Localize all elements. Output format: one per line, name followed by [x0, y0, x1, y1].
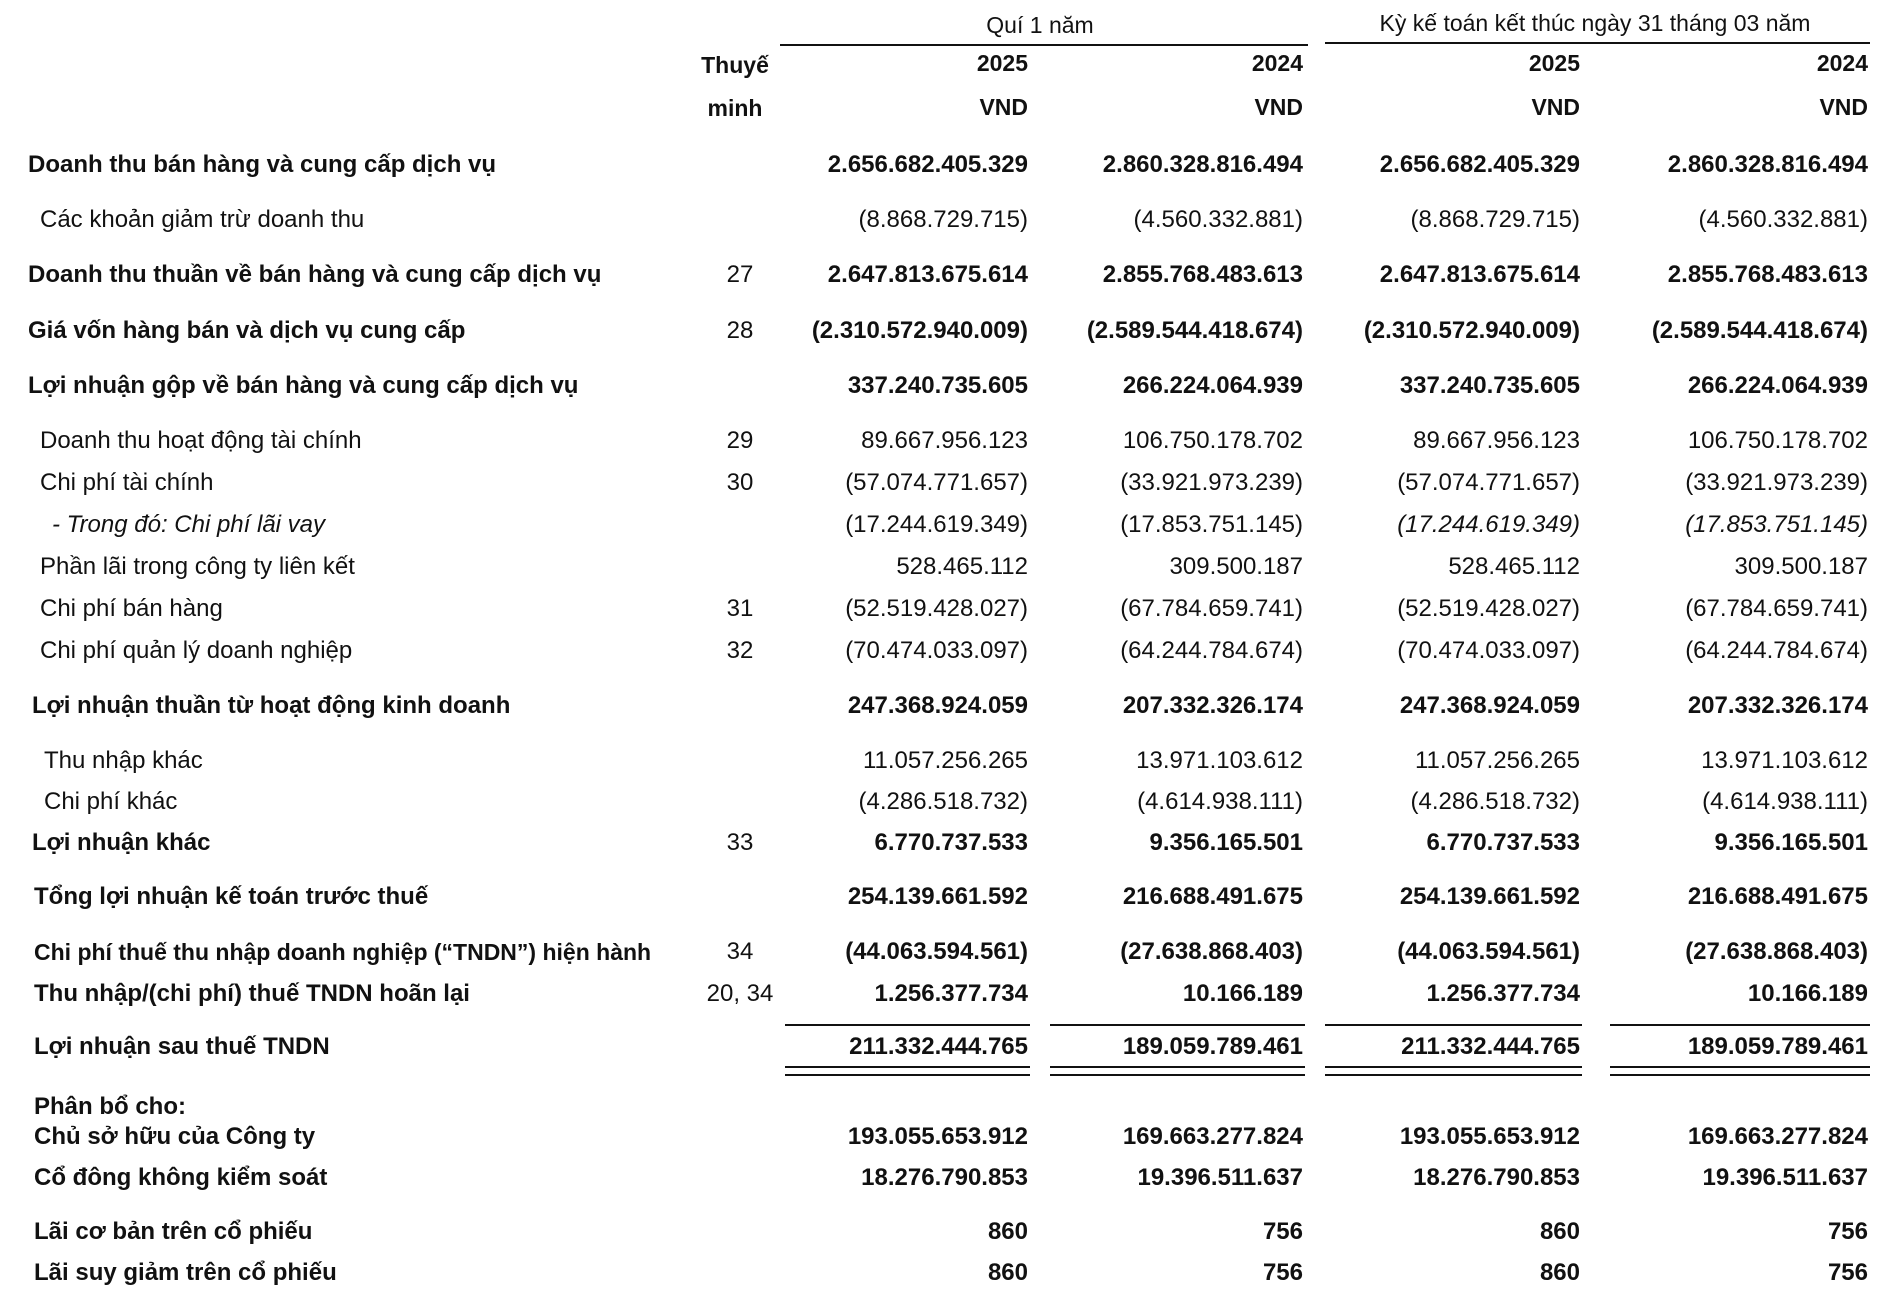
row-value-q1-2025: 247.368.924.059	[847, 692, 1028, 719]
row-value-q1-2025: 211.332.444.765	[849, 1033, 1028, 1060]
row-value-period-2025: 254.139.661.592	[1399, 883, 1580, 910]
row-value-q1-2024: (33.921.973.239)	[1120, 469, 1303, 496]
row-value-q1-2024: 169.663.277.824	[1122, 1123, 1303, 1150]
row-label: Phân bổ cho:	[34, 1093, 186, 1120]
row-value-q1-2025: 337.240.735.605	[847, 372, 1028, 399]
table-row	[0, 589, 1888, 629]
row-value-period-2024: (17.853.751.145)	[1685, 511, 1868, 538]
row-value-q1-2024: (4.560.332.881)	[1133, 206, 1303, 233]
row-label: Phần lãi trong công ty liên kết	[40, 553, 355, 580]
row-value-period-2025: (17.244.619.349)	[1397, 511, 1580, 538]
table-row	[0, 366, 1888, 406]
row-value-q1-2025: 193.055.653.912	[847, 1123, 1028, 1150]
row-label: Lãi cơ bản trên cổ phiếu	[34, 1218, 313, 1245]
row-value-q1-2025: (44.063.594.561)	[845, 938, 1028, 965]
row-value-period-2024: 216.688.491.675	[1687, 883, 1868, 910]
row-value-q1-2024: 756	[1262, 1259, 1303, 1286]
row-value-period-2025: 2.647.813.675.614	[1379, 261, 1580, 288]
row-value-period-2024: (27.638.868.403)	[1685, 938, 1868, 965]
row-value-q1-2024: (2.589.544.418.674)	[1086, 317, 1303, 344]
row-label: Chi phí khác	[44, 788, 178, 815]
table-row	[0, 1158, 1888, 1198]
row-value-period-2024: 189.059.789.461	[1687, 1033, 1868, 1060]
row-value-period-2024: 19.396.511.637	[1702, 1164, 1868, 1191]
row-value-period-2024: (4.614.938.111)	[1702, 788, 1868, 815]
row-value-period-2025: (57.074.771.657)	[1397, 469, 1580, 496]
row-value-period-2025: (8.868.729.715)	[1410, 206, 1580, 233]
row-label: Lợi nhuận gộp về bán hàng và cung cấp dịch vụ	[28, 372, 579, 399]
table-row	[0, 200, 1888, 240]
row-label: Doanh thu hoạt động tài chính	[40, 427, 362, 454]
table-row	[0, 741, 1888, 781]
row-value-period-2024: 2.860.328.816.494	[1667, 151, 1868, 178]
row-value-q1-2025: (4.286.518.732)	[858, 788, 1028, 815]
total-double-underline-col4	[1610, 1066, 1870, 1076]
row-label: Chủ sở hữu của Công ty	[34, 1123, 316, 1150]
row-value-q1-2025: 254.139.661.592	[847, 883, 1028, 910]
row-value-q1-2025: (70.474.033.097)	[845, 637, 1028, 664]
row-value-period-2025: (4.286.518.732)	[1410, 788, 1580, 815]
header-year-col1: 2025	[976, 50, 1028, 76]
row-value-q1-2024: 2.860.328.816.494	[1102, 151, 1303, 178]
row-value-period-2024: (33.921.973.239)	[1685, 469, 1868, 496]
table-row	[0, 974, 1888, 1014]
subtotal-line-col3	[1325, 1024, 1582, 1026]
row-label: - Trong đó: Chi phí lãi vay	[52, 511, 326, 538]
row-value-q1-2024: (67.784.659.741)	[1120, 595, 1303, 622]
row-value-period-2024: (4.560.332.881)	[1698, 206, 1868, 233]
row-label: Các khoản giảm trừ doanh thu	[40, 206, 365, 233]
row-value-period-2025: 860	[1539, 1218, 1580, 1245]
header-rule-period	[1325, 42, 1870, 44]
subtotal-line-col2	[1050, 1024, 1305, 1026]
table-row	[0, 782, 1888, 822]
header-currency-col1: VND	[979, 94, 1028, 120]
table-row	[0, 932, 1888, 972]
row-value-period-2024: (2.589.544.418.674)	[1651, 317, 1868, 344]
row-value-period-2025: 247.368.924.059	[1399, 692, 1580, 719]
row-value-period-2024: (64.244.784.674)	[1685, 637, 1868, 664]
row-note: 29	[726, 427, 754, 454]
row-value-q1-2024: 106.750.178.702	[1122, 427, 1303, 454]
row-value-period-2025: (70.474.033.097)	[1397, 637, 1580, 664]
row-value-q1-2025: 860	[987, 1218, 1028, 1245]
row-value-period-2024: 309.500.187	[1734, 553, 1868, 580]
row-value-period-2025: 18.276.790.853	[1413, 1164, 1580, 1191]
row-label: Thu nhập khác	[44, 747, 203, 774]
row-note: 20, 34	[706, 980, 774, 1007]
row-value-period-2025: 1.256.377.734	[1426, 980, 1580, 1007]
header-currency-col3: VND	[1531, 94, 1580, 120]
header-year-col3: 2025	[1528, 50, 1580, 76]
table-row	[0, 421, 1888, 461]
row-note: 30	[726, 469, 754, 496]
row-value-period-2024: 9.356.165.501	[1714, 829, 1868, 856]
total-double-underline-col1	[785, 1066, 1030, 1076]
row-value-q1-2025: (2.310.572.940.009)	[811, 317, 1028, 344]
row-value-q1-2024: 19.396.511.637	[1137, 1164, 1303, 1191]
table-row	[0, 311, 1888, 351]
table-row	[0, 686, 1888, 726]
row-label: Doanh thu thuần về bán hàng và cung cấp dịch vụ	[28, 261, 602, 288]
total-double-underline-col2	[1050, 1066, 1305, 1076]
row-label: Chi phí quản lý doanh nghiệp	[40, 637, 353, 664]
row-label: Lợi nhuận khác	[32, 829, 211, 856]
row-label: Chi phí bán hàng	[40, 595, 223, 622]
table-row	[0, 145, 1888, 185]
row-value-q1-2025: (17.244.619.349)	[845, 511, 1028, 538]
row-value-q1-2025: (8.868.729.715)	[858, 206, 1028, 233]
header-year-col4: 2024	[1816, 50, 1868, 76]
header-currency-col4: VND	[1819, 94, 1868, 120]
row-label: Lợi nhuận sau thuế TNDN	[34, 1033, 330, 1060]
row-value-period-2024: 169.663.277.824	[1687, 1123, 1868, 1150]
header-group-quarter: Quí 1 năm	[986, 12, 1094, 38]
table-row	[0, 1212, 1888, 1252]
row-value-q1-2024: (64.244.784.674)	[1120, 637, 1303, 664]
row-value-q1-2024: 309.500.187	[1169, 553, 1303, 580]
row-value-period-2025: 193.055.653.912	[1399, 1123, 1580, 1150]
header-rule-quarter	[780, 44, 1308, 46]
row-value-q1-2025: 528.465.112	[896, 553, 1028, 580]
row-note: 28	[726, 317, 754, 344]
row-value-period-2025: 528.465.112	[1448, 553, 1580, 580]
row-label: Giá vốn hàng bán và dịch vụ cung cấp	[28, 317, 466, 344]
row-value-q1-2024: 756	[1262, 1218, 1303, 1245]
row-value-q1-2024: 2.855.768.483.613	[1102, 261, 1303, 288]
row-value-period-2025: 89.667.956.123	[1413, 427, 1580, 454]
row-value-q1-2024: 207.332.326.174	[1122, 692, 1303, 719]
row-value-q1-2025: 6.770.737.533	[874, 829, 1028, 856]
subtotal-line-col1	[785, 1024, 1030, 1026]
subtotal-line-col4	[1610, 1024, 1870, 1026]
row-value-q1-2024: 266.224.064.939	[1122, 372, 1303, 399]
row-value-q1-2024: 9.356.165.501	[1149, 829, 1303, 856]
header-group-period: Kỳ kế toán kết thúc ngày 31 tháng 03 năm	[1379, 10, 1811, 36]
table-row	[0, 1027, 1888, 1067]
table-row	[0, 1117, 1888, 1157]
row-note: 33	[726, 829, 754, 856]
row-value-period-2025: (44.063.594.561)	[1397, 938, 1580, 965]
row-value-period-2024: (67.784.659.741)	[1685, 595, 1868, 622]
row-value-period-2024: 10.166.189	[1747, 980, 1868, 1007]
row-value-period-2025: 860	[1539, 1259, 1580, 1286]
row-value-period-2024: 13.971.103.612	[1701, 747, 1868, 774]
row-value-period-2025: (2.310.572.940.009)	[1363, 317, 1580, 344]
row-value-q1-2024: (17.853.751.145)	[1120, 511, 1303, 538]
row-note: 27	[726, 261, 754, 288]
total-double-underline-col3	[1325, 1066, 1582, 1076]
row-value-period-2024: 2.855.768.483.613	[1667, 261, 1868, 288]
row-value-period-2025: 211.332.444.765	[1401, 1033, 1580, 1060]
row-value-q1-2025: 1.256.377.734	[874, 980, 1028, 1007]
row-value-period-2025: 337.240.735.605	[1399, 372, 1580, 399]
row-label: Lãi suy giảm trên cổ phiếu	[34, 1259, 337, 1286]
row-label: Thu nhập/(chi phí) thuế TNDN hoãn lại	[34, 980, 470, 1007]
row-value-period-2025: 6.770.737.533	[1426, 829, 1580, 856]
header-currency-col2: VND	[1254, 94, 1303, 120]
row-value-q1-2025: 89.667.956.123	[861, 427, 1028, 454]
row-value-q1-2024: 216.688.491.675	[1122, 883, 1303, 910]
table-row	[0, 547, 1888, 587]
row-label: Chi phí thuế thu nhập doanh nghiệp (“TNDN”) hiện hành	[34, 939, 652, 965]
row-value-q1-2024: (4.614.938.111)	[1137, 788, 1303, 815]
header-year-col2: 2024	[1251, 50, 1303, 76]
row-value-q1-2025: 2.656.682.405.329	[827, 151, 1028, 178]
row-note: 32	[726, 637, 754, 664]
header-note-line2: minh	[707, 95, 763, 121]
row-label: Chi phí tài chính	[40, 469, 214, 496]
table-row	[0, 463, 1888, 503]
row-value-period-2024: 207.332.326.174	[1687, 692, 1868, 719]
table-row	[0, 1253, 1888, 1293]
row-label: Tổng lợi nhuận kế toán trước thuế	[34, 883, 429, 910]
row-value-q1-2024: (27.638.868.403)	[1120, 938, 1303, 965]
row-value-q1-2025: 11.057.256.265	[862, 747, 1028, 774]
row-note: 31	[726, 595, 754, 622]
header-note-line1: Thuyế	[701, 52, 769, 78]
table-row	[0, 631, 1888, 671]
row-value-q1-2024: 189.059.789.461	[1122, 1033, 1303, 1060]
row-value-q1-2025: 18.276.790.853	[861, 1164, 1028, 1191]
row-value-q1-2025: (57.074.771.657)	[845, 469, 1028, 496]
row-label: Doanh thu bán hàng và cung cấp dịch vụ	[28, 151, 497, 178]
row-value-q1-2024: 13.971.103.612	[1136, 747, 1303, 774]
row-value-period-2024: 756	[1827, 1218, 1868, 1245]
row-value-q1-2025: 860	[987, 1259, 1028, 1286]
table-row	[0, 505, 1888, 545]
row-value-q1-2024: 10.166.189	[1182, 980, 1303, 1007]
row-value-period-2024: 266.224.064.939	[1687, 372, 1868, 399]
row-value-q1-2025: (52.519.428.027)	[845, 595, 1028, 622]
row-note: 34	[726, 938, 754, 965]
row-value-period-2024: 756	[1827, 1259, 1868, 1286]
row-label: Cổ đông không kiểm soát	[34, 1164, 328, 1191]
row-label: Lợi nhuận thuần từ hoạt động kinh doanh	[32, 692, 511, 719]
row-value-q1-2025: 2.647.813.675.614	[827, 261, 1028, 288]
row-value-period-2025: (52.519.428.027)	[1397, 595, 1580, 622]
row-value-period-2025: 2.656.682.405.329	[1379, 151, 1580, 178]
row-value-period-2024: 106.750.178.702	[1687, 427, 1868, 454]
table-row	[0, 877, 1888, 917]
table-row	[0, 255, 1888, 295]
table-row	[0, 823, 1888, 863]
row-value-period-2025: 11.057.256.265	[1414, 747, 1580, 774]
